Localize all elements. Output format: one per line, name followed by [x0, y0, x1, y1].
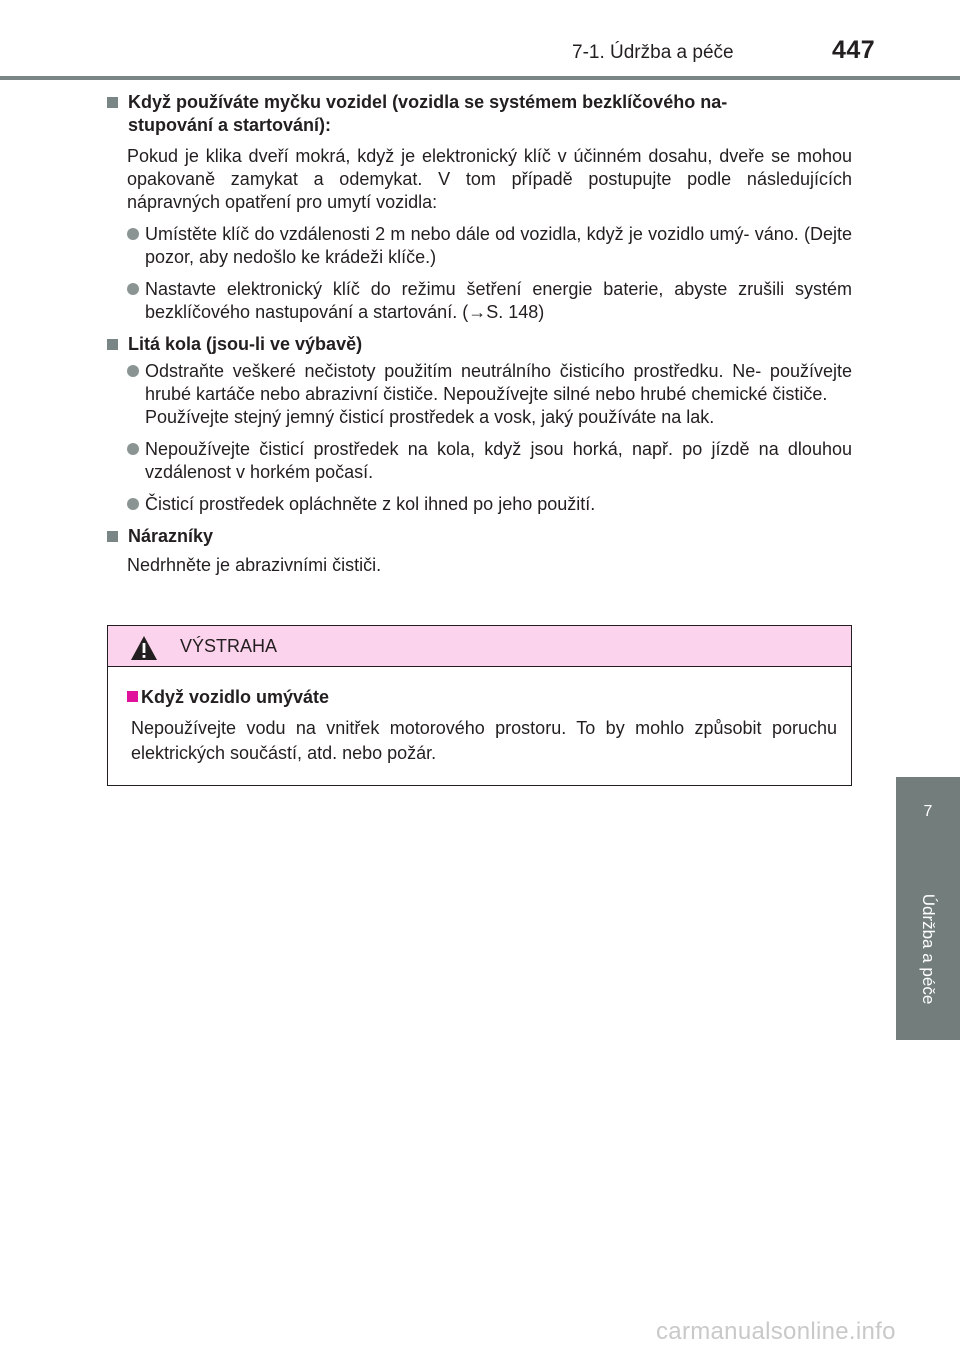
page-number: 447 — [832, 36, 876, 64]
round-bullet-icon — [127, 283, 139, 295]
warning-title: VÝSTRAHA — [180, 636, 278, 656]
round-bullet-icon — [127, 365, 139, 377]
list-item: Umístěte klíč do vzdálenosti 2 m nebo dále od vozidla, když je vozidlo umý- váno. (Dejte pozor, aby nedošlo ke krádeži klíče.) — [107, 223, 852, 269]
list-item: Nastavte elektronický klíč do režimu šetření energie baterie, abyste zrušili systém bezklíčového nastupování a startování. (→S. 148) — [107, 278, 852, 324]
section-paragraph: Pokud je klika dveří mokrá, když je elektronický klíč v účinném dosahu, dveře se mohou opakovaně zamykat a odemykat. V tom případě postupujte podle následujících nápravných opatření pro umytí vozidla: — [127, 146, 852, 212]
warning-heading: Když vozidlo umýváte — [129, 685, 837, 710]
section-heading-alloy-wheels: Litá kola (jsou-li ve výbavě) — [107, 333, 852, 356]
square-bullet-icon — [127, 691, 138, 702]
square-bullet-icon — [107, 531, 118, 542]
section-paragraph: Nedrhněte je abrazivními čističi. — [127, 555, 382, 575]
warning-header — [108, 626, 851, 667]
round-bullet-icon — [127, 443, 139, 455]
chapter-title: Údržba a péče — [919, 893, 938, 1004]
chapter-tab — [896, 777, 960, 857]
list-item: Nepoužívejte čisticí prostředek na kola, když jsou horká, např. po jízdě na dlouhou vzdálenost v horkém počasí. — [107, 438, 852, 484]
square-bullet-icon — [107, 97, 118, 108]
header-divider — [0, 76, 960, 80]
warning-body — [108, 667, 851, 766]
section-heading-car-wash: Když používáte myčku vozidel (vozidla se systémem bezklíčového na- stupování a startování): — [107, 91, 852, 137]
header-section-title: 7-1. Údržba a péče — [572, 42, 734, 63]
chapter-title-tab — [896, 857, 960, 1040]
warning-box — [107, 625, 852, 786]
round-bullet-icon — [127, 498, 139, 510]
round-bullet-icon — [127, 228, 139, 240]
warning-triangle-icon — [130, 635, 158, 661]
square-bullet-icon — [107, 339, 118, 350]
section-heading-bumpers: Nárazníky — [107, 525, 852, 548]
chapter-number: 7 — [923, 803, 933, 820]
warning-text: Nepoužívejte vodu na vnitřek motorového prostoru. To by mohlo způsobit poruchu elektrických součástí, atd. nebo požár. — [131, 718, 837, 763]
watermark: carmanualsonline.info — [656, 1318, 896, 1345]
list-item: Čisticí prostředek opláchněte z kol ihned po jeho použití. — [107, 493, 852, 516]
main-content — [107, 91, 852, 577]
list-item: Odstraňte veškeré nečistoty použitím neutrálního čisticího prostředku. Ne- používejte hrubé kartáče nebo abrazivní čističe. Nepoužívejte silné nebo hrubé chemické čističe. Používejte stejný jemný čisticí prostředek a vosk, jaký používáte na lak. — [107, 360, 852, 429]
